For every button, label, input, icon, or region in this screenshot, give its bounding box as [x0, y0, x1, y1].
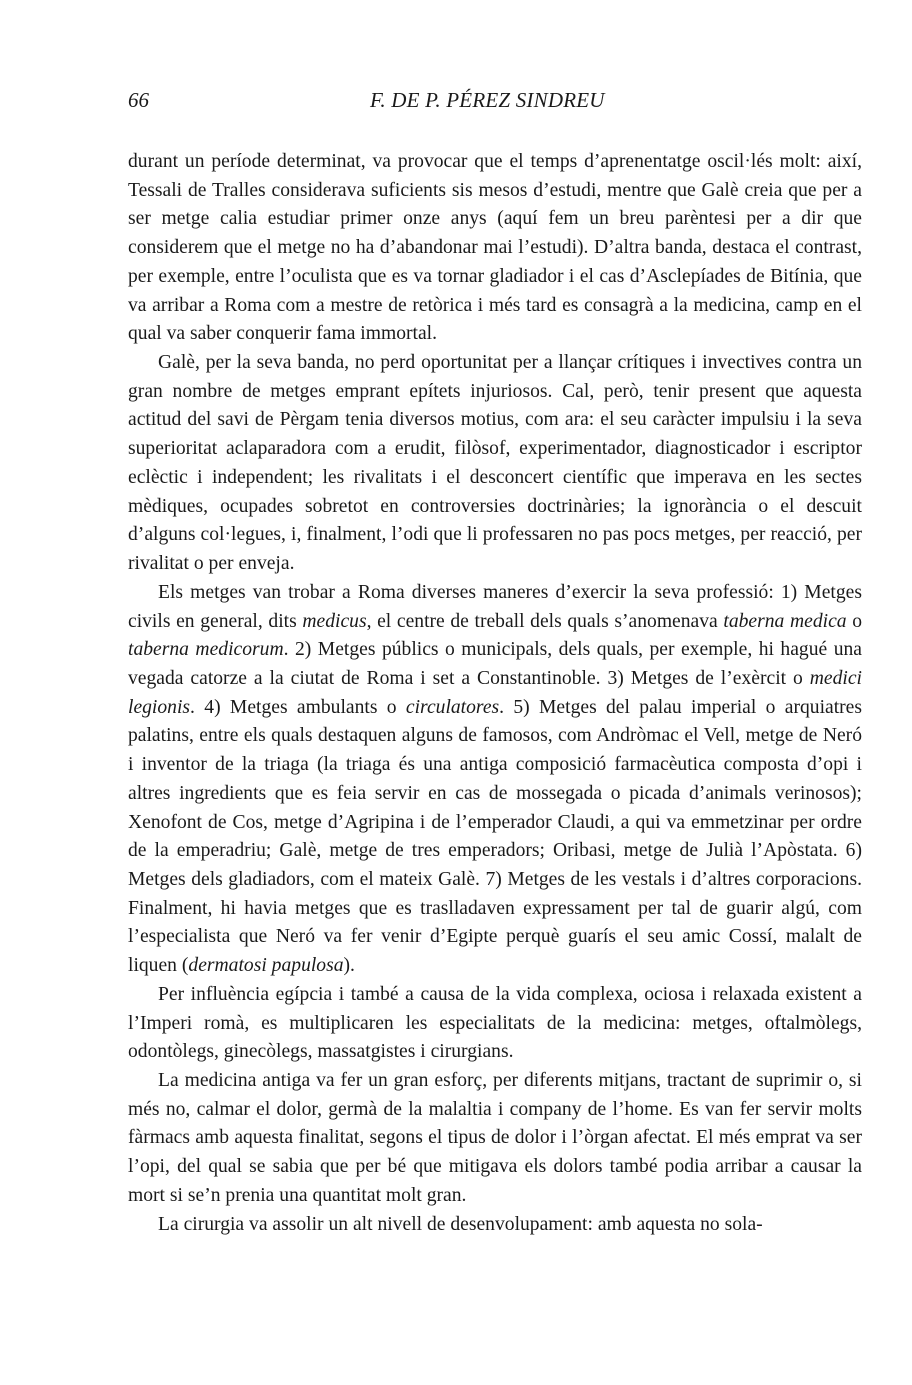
italic-term: taberna medica	[723, 610, 847, 632]
text-run: La cirurgia va assolir un alt nivell de desenvolupament: amb aquesta no sola-	[158, 1213, 763, 1235]
paragraph	[128, 1211, 862, 1240]
text-run: Galè, per la seva banda, no perd oportunitat per a llançar crítiques i invectives contra un gran nombre de metges emprant epítets injuriosos. Cal, però, tenir present que aquesta actitud del savi de Pèrgam tenia diversos motius, com ara: el seu caràcter impulsiu i la seva superioritat aclaparadora com a erudit, filòsof, experimentador, diagnosticador i escriptor eclèctic i independent; les rivalitats i el desconcert científic que imperava en les sectes mèdiques, ocupades sobretot en controversies doctrinàries; la ignorància o el descuit d’alguns col·legues, i, finalment, l’odi que li professaren no pas pocs metges, per reacció, per rivalitat o per enveja.	[128, 352, 862, 575]
text-run: ).	[343, 955, 355, 977]
italic-term: circulatores	[405, 696, 500, 718]
italic-term: dermatosi papulosa	[188, 955, 344, 977]
italic-term: taberna medicorum	[128, 639, 284, 661]
text-run: , el centre de treball dels quals s’anomenava	[366, 610, 724, 632]
page-header	[128, 88, 868, 118]
paragraph	[128, 148, 862, 349]
text-run: . 2) Metges públics o municipals, dels quals, per exemple, hi hagué una vegada catorze a la ciutat de Roma i set a Constantinoble. 3) Metges de l’exèrcit o	[128, 639, 862, 689]
paragraph	[128, 349, 862, 579]
body-text	[128, 148, 862, 1239]
italic-term: medici legionis	[128, 667, 862, 718]
text-run: Per influència egípcia i també a causa de la vida complexa, ociosa i relaxada existent a l’Imperi romà, es multiplicaren les especialitats de la medicina: metges, oftalmòlegs, odontòlegs, ginecòlegs, massatgistes i cirurgians.	[128, 983, 862, 1063]
page-number: 66	[128, 88, 149, 112]
running-head: F. DE P. PÉREZ SINDREU	[370, 88, 605, 112]
text-run: . 4) Metges ambulants o	[190, 696, 406, 718]
italic-term: medicus	[302, 610, 367, 632]
text-run: durant un període determinat, va provocar que el temps d’aprenentatge oscil·lés molt: així, Tessali de Tralles considerava suficients sis mesos d’estudi, mentre que Galè creia que per a ser metge calia estudiar primer onze anys (aquí fem un breu parèntesi per a dir que considerem que el metge no ha d’abandonar mai l’estudi). D’altra banda, destaca el contrast, per exemple, entre l’oculista que es va tornar gladiador i el cas d’Asclepíades de Bitínia, que va arribar a Roma com a mestre de retòrica i més tard es consagrà a la medicina, camp en el qual va saber conquerir fama immortal.	[128, 151, 862, 345]
paragraph	[128, 981, 862, 1067]
text-run: . 5) Metges del palau imperial o arquiatres palatins, entre els quals destaquen alguns de famosos, com Andròmac el Vell, metge de Neró i inventor de la triaga (la triaga és una antiga composició farmacèutica composta d’opi i altres ingredients que es feia servir en cas de mossegada o picada d’animals verinosos); Xenofont de Cos, metge d’Agripina i de l’emperador Claudi, a qui va emmetzinar per ordre de la emperadriu; Galè, metge de tres emperadors; Oribasi, metge de Julià l’Apòstata. 6) Metges dels gladiadors, com el mateix Galè. 7) Metges de les vestals i d’altres corporacions. Finalment, hi havia metges que es traslladaven expressament per tal de guarir algú, com l’especialista que Neró va fer venir d’Egipte perquè guarís el seu amic Cossí, malalt de liquen (	[128, 696, 863, 977]
text-run: La medicina antiga va fer un gran esforç, per diferents mitjans, tractant de suprimir o, si més no, calmar el dolor, germà de la malaltia i company de l’home. Es van fer servir molts fàrmacs amb aquesta finalitat, segons el tipus de dolor i l’òrgan afectat. El més emprat va ser l’opi, del qual se sabia que per bé que mitigava els dolors també podia arribar a causar la mort si se’n prenia una quantitat molt gran.	[128, 1070, 862, 1206]
paragraph	[128, 579, 862, 981]
text-run: o	[846, 610, 862, 632]
text-run: Els metges van trobar a Roma diverses maneres d’exercir la seva professió: 1) Metges civils en general, dits	[128, 581, 862, 632]
paragraph	[128, 1067, 862, 1211]
